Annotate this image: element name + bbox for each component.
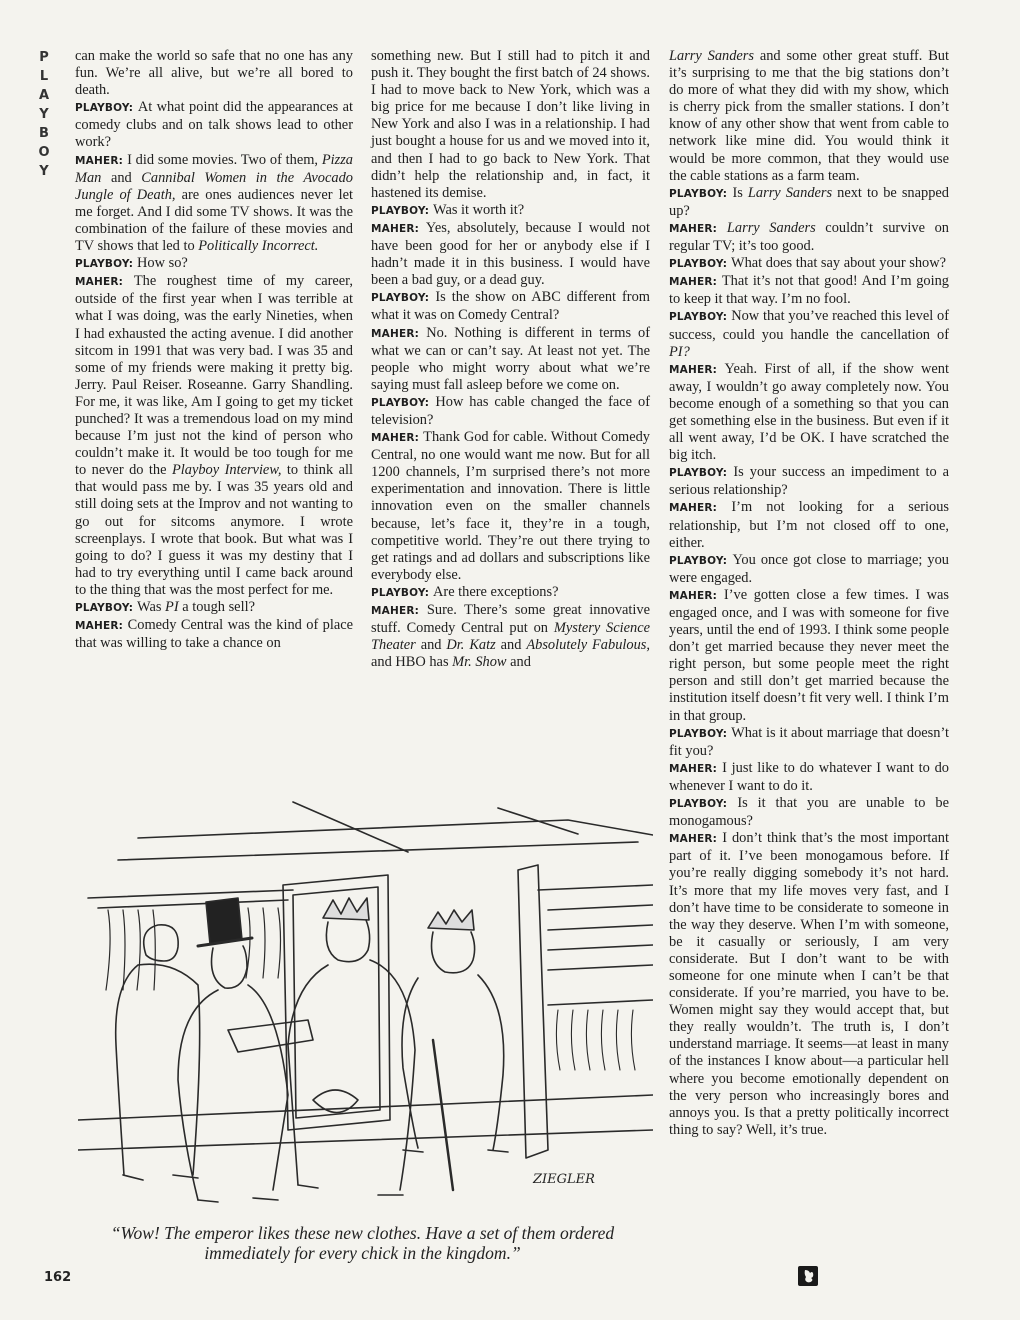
interview-paragraph xyxy=(669,760,949,795)
paragraph-text: Is your success an impediment to a serious relationship? xyxy=(669,464,950,499)
interview-paragraph xyxy=(669,220,949,255)
interview-paragraph xyxy=(669,464,949,499)
interview-paragraph xyxy=(371,429,650,584)
cartoon-illustration xyxy=(78,790,653,1210)
paragraph-text: Larry Sanders couldn’t survive on regular TV; it’s too good. xyxy=(669,219,949,255)
paragraph-text: Was it worth it? xyxy=(433,201,525,218)
speaker-label: PLAYBOY: xyxy=(371,396,436,409)
paragraph-text: Comedy Central was the kind of place that was willing to take a chance on xyxy=(75,617,353,652)
speaker-label: MAHER: xyxy=(669,762,723,775)
paragraph-text: Is it that you are unable to be monogamous? xyxy=(669,795,949,830)
paragraph-text: something new. But I still had to pitch it and push it. They bought the first batch of 24 shows. I had to move back to New York, which was a big price for me because I don’t like living in New York and also I was in a relationship. I had just bought a house for us and we moved into it, and then I had to go back to New York. That didn’t help the relationship and, in fact, it hastened its demise. xyxy=(371,48,650,201)
paragraph-text: Was PI a tough sell? xyxy=(137,599,255,615)
interview-paragraph xyxy=(371,394,650,429)
interview-paragraph xyxy=(669,587,949,725)
interview-paragraph xyxy=(75,255,353,273)
paragraph-text: No. Nothing is different in terms of what we can or can’t say. At least not yet. The people who might worry about what we’re saying must fall asleep before we come on. xyxy=(371,324,650,393)
speaker-label: PLAYBOY: xyxy=(371,586,434,599)
interview-paragraph xyxy=(371,202,650,220)
interview-paragraph xyxy=(75,599,353,617)
interview-paragraph xyxy=(669,185,949,220)
speaker-label: MAHER: xyxy=(371,605,427,617)
cartoon-signature: ZIEGLER xyxy=(533,1172,595,1187)
speaker-label: MAHER: xyxy=(75,154,128,167)
interview-paragraph xyxy=(371,289,650,324)
text-column-3 xyxy=(669,48,949,1139)
text-column-1 xyxy=(75,48,353,652)
paragraph-text: Is Larry Sanders next to be snapped up? xyxy=(669,184,949,219)
paragraph-text: You once got close to marriage; you were engaged. xyxy=(669,551,949,586)
interview-paragraph xyxy=(371,48,650,202)
speaker-label: PLAYBOY: xyxy=(75,102,138,115)
interview-paragraph xyxy=(371,220,650,289)
interview-paragraph xyxy=(75,99,353,151)
interview-paragraph xyxy=(669,48,949,185)
speaker-label: MAHER: xyxy=(669,589,724,602)
paragraph-text: Larry Sanders and some other great stuff. But it’s surprising to me that the big stations don’t do more of what they did with my show, which is cherry pick from the smaller stations. I don’t know of any other show that went from cable to network like mine did. You would think it would be more common, that they would use the cable stations as a farm team. xyxy=(669,48,949,184)
paragraph-text: I don’t think that’s the most important part of it. I’ve been monogamous before. If you’re really digging somebody it’s not hard. It’s more that my life moves very fast, and I don’t have time to be considerate to someone in the way they deserve. When I’m with someone, be it casually or seriously, I am very considerate. But I don’t want to be with someone for one minute when I can’t be that considerate. If you’re married, you have to be. Women might say they would accept that, but they really wouldn’t. The truth is, I don’t understand marriage. It seems—at least in many of the instances I know about—a particular hell where you become emotionally dependent on the very person who increasingly bores and annoys you. Is that a pretty politically incorrect thing to say? Well, it’s true. xyxy=(669,830,950,1138)
paragraph-text: I did some movies. Two of them, Pizza Man and Cannibal Women in the Avocado Jungle of Death, are ones audiences never let me forget. And I did some TV shows. It was the combination of the failure of these movies and TV shows that led to Politically Incorrect. xyxy=(75,151,354,255)
paragraph-text: At what point did the appearances at comedy clubs and on talk shows lead to other work? xyxy=(75,99,353,151)
paragraph-text: Now that you’ve reached this level of success, could you handle the cancellation of PI? xyxy=(669,308,949,360)
speaker-label: PLAYBOY: xyxy=(669,727,732,740)
paragraph-text: I’ve gotten close a few times. I was engaged once, and I was with someone for five years, until the end of 1993. I think some people don’t get married because they never meet the right person, but some people meet the right person and still don’t get married because the institution itself doesn’t fit very well. I think I’m in that group. xyxy=(669,586,950,724)
interview-paragraph xyxy=(669,255,949,273)
mag-letter: Y xyxy=(39,164,49,179)
mag-letter: P xyxy=(39,50,49,65)
paragraph-text: I just like to do whatever I want to do whenever I want to do it. xyxy=(669,759,950,794)
speaker-label: PLAYBOY: xyxy=(669,187,733,200)
speaker-label: PLAYBOY: xyxy=(669,311,732,324)
page-number: 162 xyxy=(44,1270,72,1285)
speaker-label: MAHER: xyxy=(371,327,427,340)
interview-paragraph xyxy=(669,499,949,551)
interview-paragraph xyxy=(669,795,949,830)
paragraph-text: Thank God for cable. Without Comedy Central, no one would want me now. But for all 1200 channels, I’m surprised there’s not more experimentation and innovation. There is little innovation even on the smaller channels because, let’s face it, they’re in a tough, competitive world. They’re out there trying to get ratings and ad dollars and subscriptions like everybody else. xyxy=(371,429,651,583)
interview-paragraph xyxy=(371,325,650,394)
interview-paragraph xyxy=(669,361,949,465)
mag-letter: L xyxy=(39,69,49,84)
interview-paragraph xyxy=(371,602,650,671)
rabbit-head-end-mark-icon xyxy=(798,1266,818,1286)
speaker-label: PLAYBOY: xyxy=(371,204,434,217)
speaker-label: PLAYBOY: xyxy=(669,258,732,271)
speaker-label: MAHER: xyxy=(669,222,727,235)
mag-letter: A xyxy=(38,88,50,103)
paragraph-text: Yeah. First of all, if the show went away, I wouldn’t go away completely now. You become enough of a something so that you can get something else in the business. But even if it all went away, I’d be OK. I have scratched the big itch. xyxy=(669,360,949,464)
interview-paragraph xyxy=(669,552,949,587)
speaker-label: PLAYBOY: xyxy=(669,554,733,567)
speaker-label: MAHER: xyxy=(75,620,128,633)
paragraph-text: The roughest time of my career, outside of the first year when I was terrible at what I was doing, was the early Nineties, when I had exhausted the acting avenue. I did another sitcom in 1991 that was very bad. I was 35 and some of my friends were making it pretty big. Jerry. Paul Reiser. Roseanne. Garry Shandling. For me, it was like, Am I going to get my ticket punched? It was a tremendous load on my mind because I’m just not the kind of person who couldn’t make it. It would be too tough for me to never do the Playboy Interview, to think all that would pass me by. I was 35 years old and still doing sets at the Improv and not wanting to go out for sitcoms anymore. I wrote screenplays. I wrote that book. But what was I going to do? I guess it was my destiny that I had to try everything until I came back around to the thing that was the most perfect for me. xyxy=(75,273,353,598)
paragraph-text: can make the world so safe that no one has any fun. We’re all alive, but we’re all bored to death. xyxy=(75,48,353,99)
mag-letter: B xyxy=(39,126,49,141)
mag-letter: Y xyxy=(39,107,49,122)
speaker-label: PLAYBOY: xyxy=(669,798,738,811)
interview-paragraph xyxy=(75,48,353,99)
speaker-label: MAHER: xyxy=(669,833,723,846)
interview-paragraph xyxy=(75,617,353,652)
speaker-label: MAHER: xyxy=(75,276,134,289)
interview-paragraph xyxy=(75,273,353,599)
paragraph-text: What is it about marriage that doesn’t fit you? xyxy=(669,724,949,759)
speaker-label: MAHER: xyxy=(669,502,732,515)
speaker-label: PLAYBOY: xyxy=(371,292,436,305)
speaker-label: PLAYBOY: xyxy=(75,602,138,614)
interview-paragraph xyxy=(669,273,949,308)
interview-paragraph xyxy=(669,830,949,1139)
paragraph-text: I’m not looking for a serious relationship, but I’m not closed off to one, either. xyxy=(669,499,949,551)
speaker-label: MAHER: xyxy=(669,363,725,376)
paragraph-text: How so? xyxy=(137,255,188,272)
paragraph-text: Yes, absolutely, because I would not have been good for her or anybody else if I hadn’t made it in this business. I would have been a bad guy, or a dead guy. xyxy=(371,219,650,289)
interview-paragraph xyxy=(669,308,949,360)
speaker-label: PLAYBOY: xyxy=(669,467,734,480)
paragraph-text: What does that say about your show? xyxy=(731,255,947,272)
speaker-label: MAHER: xyxy=(371,222,426,235)
interview-paragraph xyxy=(371,584,650,602)
speaker-label: PLAYBOY: xyxy=(75,258,138,271)
interview-paragraph xyxy=(669,725,949,760)
paragraph-text: Is the show on ABC different from what it was on Comedy Central? xyxy=(371,289,650,324)
speaker-label: MAHER: xyxy=(669,276,722,289)
speaker-label: MAHER: xyxy=(371,432,424,445)
interview-paragraph xyxy=(75,152,353,256)
paragraph-text: That it’s not that good! And I’m going to keep it that way. I’m no fool. xyxy=(669,273,949,308)
mag-letter: O xyxy=(38,145,50,160)
paragraph-text: Are there exceptions? xyxy=(433,583,559,600)
paragraph-text: How has cable changed the face of television? xyxy=(371,393,650,428)
paragraph-text: Sure. There’s some great innovative stuff. Comedy Central put on Mystery Science Theater and Dr. Katz and Absolutely Fabulous, and HBO has Mr. Show and xyxy=(371,602,651,671)
text-column-2 xyxy=(371,48,650,671)
magazine-name-vertical xyxy=(34,50,54,183)
cartoon-caption: “Wow! The emperor likes these new clothes. Have a set of them ordered immediately for every chick in the kingdom.” xyxy=(110,1223,615,1263)
